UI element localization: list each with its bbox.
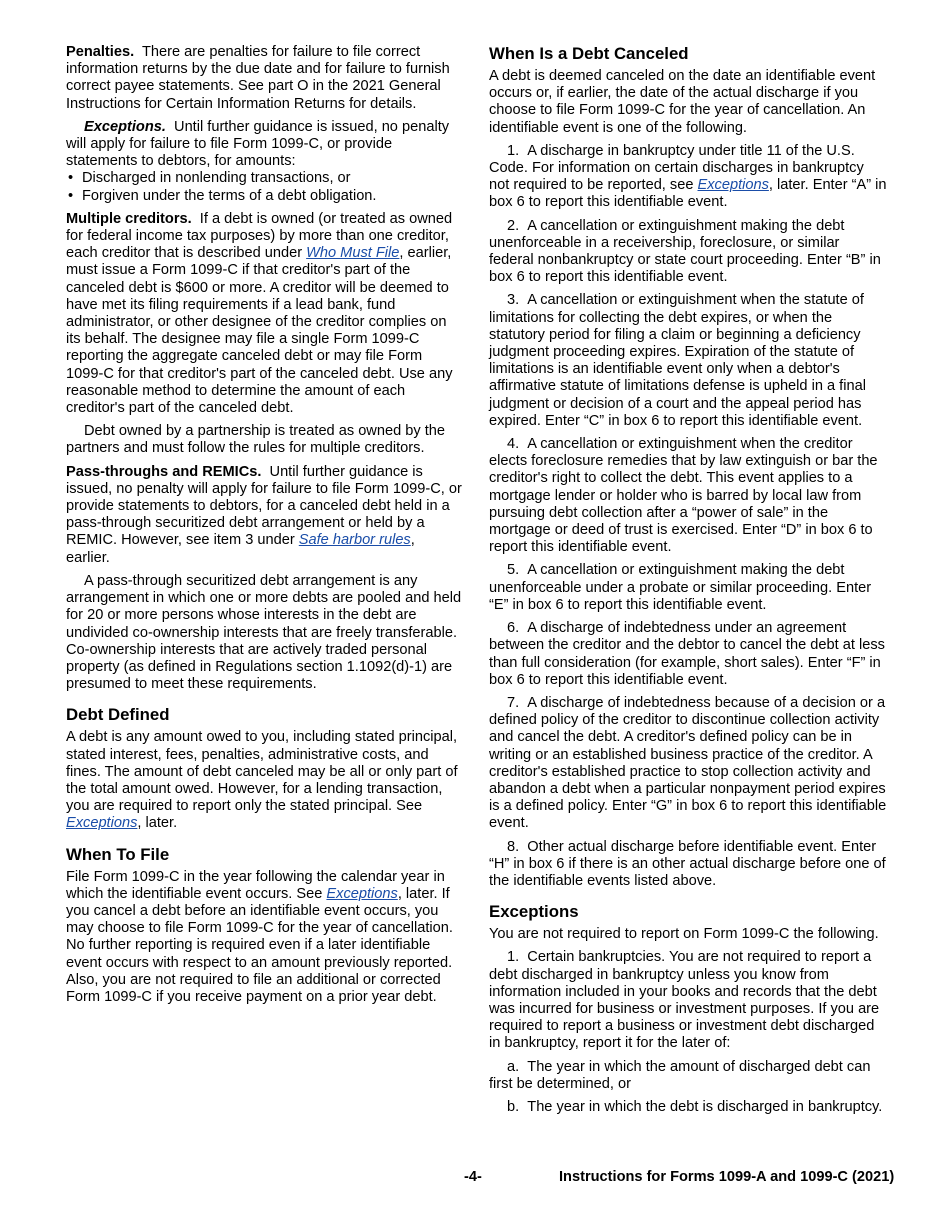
- exceptions-intro: You are not required to report on Form 1099-C the following.: [489, 926, 879, 943]
- safe-harbor-rules-link[interactable]: Safe harbor rules: [298, 532, 411, 549]
- event-item: 2. A cancellation or extinguishment making the debt unenforceable in a receivership, foreclosure, or similar federal nonbankruptcy or state court proceeding. Enter “B” in box 6 to report this identifiable event.: [489, 217, 881, 286]
- debt-defined-paragraph: [66, 729, 462, 832]
- exceptions-heading: Exceptions: [489, 902, 579, 922]
- passthrough-paragraph: [66, 464, 462, 567]
- when-to-file-text: File Form 1099-C in the year following the calendar year in which the identifiable event occurs. See: [66, 868, 445, 902]
- multiple-creditors-paragraph: [66, 211, 462, 417]
- multiple-creditors-heading: Multiple creditors.: [66, 210, 192, 227]
- exceptions-bullet-list: [66, 170, 462, 204]
- penalties-text: There are penalties for failure to file correct information returns by the due date and for failure to furnish correct payee statements. See part O in the 2021 General Instructions for Certain Information Returns for details.: [66, 44, 450, 112]
- debt-defined-text-2: , later.: [137, 815, 178, 832]
- exception-subitem: b. The year in which the debt is discharged in bankruptcy.: [507, 1098, 883, 1115]
- event-item-text: 1. A discharge in bankruptcy under title 11 of the U.S. Code. For information on certain discharges in bankruptcy not required to be reported, see: [489, 142, 864, 194]
- exception-item: 1. Certain bankruptcies. You are not required to report a debt discharged in bankruptcy unless you know from information included in your books and records that the debt was incurred for business or investment purposes. If you are required to report a business or investment debt discharged in bankruptcy, report it for the later of:: [489, 949, 880, 1052]
- penalties-heading: Penalties.: [66, 44, 135, 60]
- debt-defined-text: A debt is any amount owed to you, including stated principal, stated interest, fees, penalties, administrative costs, and fines. The amount of debt canceled may be all or only part of the total amount owed. However, for a lending transaction, you are required to report only the stated principal. See: [66, 729, 458, 815]
- exceptions-text: Until further guidance is issued, no penalty will apply for failure to file Form 1099-C, or provide statements to debtors, for amounts:: [66, 118, 450, 170]
- debt-defined-heading: Debt Defined: [66, 705, 170, 725]
- who-must-file-link[interactable]: Who Must File: [306, 245, 400, 262]
- footer-title: Instructions for Forms 1099-A and 1099-C (2021): [559, 1169, 895, 1185]
- right-column: [489, 44, 887, 1122]
- left-column: [66, 44, 462, 1012]
- passthrough-text: Until further guidance is issued, no penalty will apply for failure to file Form 1099-C, or provide statements to debtors, for a canceled debt held in a pass-through securitized debt arrangement or held by a REMIC. However, see item 3 under: [66, 463, 462, 549]
- bullet-item: • Discharged in nonlending transactions, or: [66, 170, 462, 187]
- partnership-paragraph: Debt owned by a partnership is treated as owned by the partners and must follow the rules for multiple creditors.: [66, 423, 446, 457]
- passthrough-definition-paragraph: A pass-through securitized debt arrangement is any arrangement in which one or more debts are pooled and held for 20 or more persons whose interests in the debt are undivided co-ownership interests that are freely transferable. Co-ownership interests that are actively traded personal property (as defined in Regulations section 1.1092(d)-1) are presumed to meet these requirements.: [66, 572, 462, 693]
- exceptions-link[interactable]: Exceptions: [326, 885, 398, 902]
- when-canceled-intro: A debt is deemed canceled on the date an identifiable event occurs or, if earlier, the date of the actual discharge if you choose to file Form 1099-C for the year of cancellation. An identifiable event is one of the following.: [489, 68, 876, 136]
- event-item: 3. A cancellation or extinguishment when the statute of limitations for collecting the debt expires, or when the statutory period for filing a claim or beginning a deficiency judgment proceeding expires. Expiration of the statute of limitations is an identifiable event only when a debtor's affirmative statute of limitations defense is upheld in a final judgment or decision of a court and the appeal period has expired. Enter “C” in box 6 to report this identifiable event.: [489, 292, 866, 429]
- when-to-file-heading: When To File: [66, 844, 170, 864]
- bullet-item: • Forgiven under the terms of a debt obligation.: [66, 188, 462, 205]
- event-item: 8. Other actual discharge before identifiable event. Enter “H” in box 6 if there is an other actual discharge before one of the identifiable events listed above.: [489, 838, 886, 889]
- when-canceled-heading: When Is a Debt Canceled: [489, 44, 689, 63]
- event-item-text-2: , later. Enter “A” in box 6 to report this identifiable event.: [489, 177, 887, 211]
- event-item: 6. A discharge of indebtedness under an agreement between the creditor and the debtor to cancel the debt at less than full consideration (for example, short sales). Enter “F” in box 6 to report this identifiable event.: [489, 620, 885, 688]
- exception-subitem: a. The year in which the amount of discharged debt can first be determined, or: [489, 1058, 871, 1092]
- when-to-file-paragraph: [66, 869, 462, 1007]
- event-item: 5. A cancellation or extinguishment making the debt unenforceable under a probate or similar proceeding. Enter “E” in box 6 to report this identifiable event.: [489, 562, 872, 613]
- page-number: -4-: [464, 1169, 482, 1185]
- penalties-paragraph: [66, 44, 462, 113]
- exceptions-link[interactable]: Exceptions: [66, 815, 138, 832]
- when-to-file-text-2: , later. If you cancel a debt before an identifiable event occurs, you may choose to file Form 1099-C for the year of cancellation. No further reporting is required even if a later identifiable event occurs with respect to an amount previously reported. Also, you are not required to file an additional or corrected Form 1099-C if you receive payment on a prior year debt.: [66, 885, 453, 1005]
- multiple-creditors-text-2: , earlier, must issue a Form 1099-C if that creditor's part of the canceled debt is $600 or more. A creditor will be deemed to have met its filing requirements if a lead bank, fund administrator, or other designee of the creditor complies on its behalf. The designee may file a single Form 1099-C reporting the aggregate canceled debt or may file Form 1099-C for that creditor's part of the canceled debt. Use any reasonable method to determine the amount of each creditor's part of the canceled debt.: [66, 245, 453, 417]
- multiple-creditors-text: If a debt is owned (or treated as owned for federal income tax purposes) by more than one creditor, each creditor that is described under: [66, 210, 453, 262]
- event-item: 4. A cancellation or extinguishment when the creditor elects foreclosure remedies that by law extinguish or bar the creditor's right to collect the debt. This event applies to a mortgage lender or holder who is barred by local law from pursuing debt collection after a “power of sale” in the mortgage or deed of trust is exercised. Enter “D” in box 6 to report this identifiable event.: [489, 436, 878, 556]
- exceptions-heading: Exceptions.: [84, 118, 166, 135]
- event-item: 7. A discharge of indebtedness because of a decision or a defined policy of the creditor to discontinue collection activity and cancel the debt. A creditor's defined policy can be in writing or an established business practice of the creditor. A creditor's established practice to stop collection activity and abandon a debt when a particular nonpayment period expires is a defined policy. Enter “G” in box 6 to report this identifiable event.: [489, 694, 887, 832]
- event-item: [489, 143, 887, 212]
- passthrough-heading: Pass-throughs and REMICs.: [66, 463, 262, 480]
- passthrough-text-2: , earlier.: [66, 532, 415, 566]
- exceptions-paragraph: [66, 119, 462, 171]
- exceptions-link[interactable]: Exceptions: [697, 177, 769, 194]
